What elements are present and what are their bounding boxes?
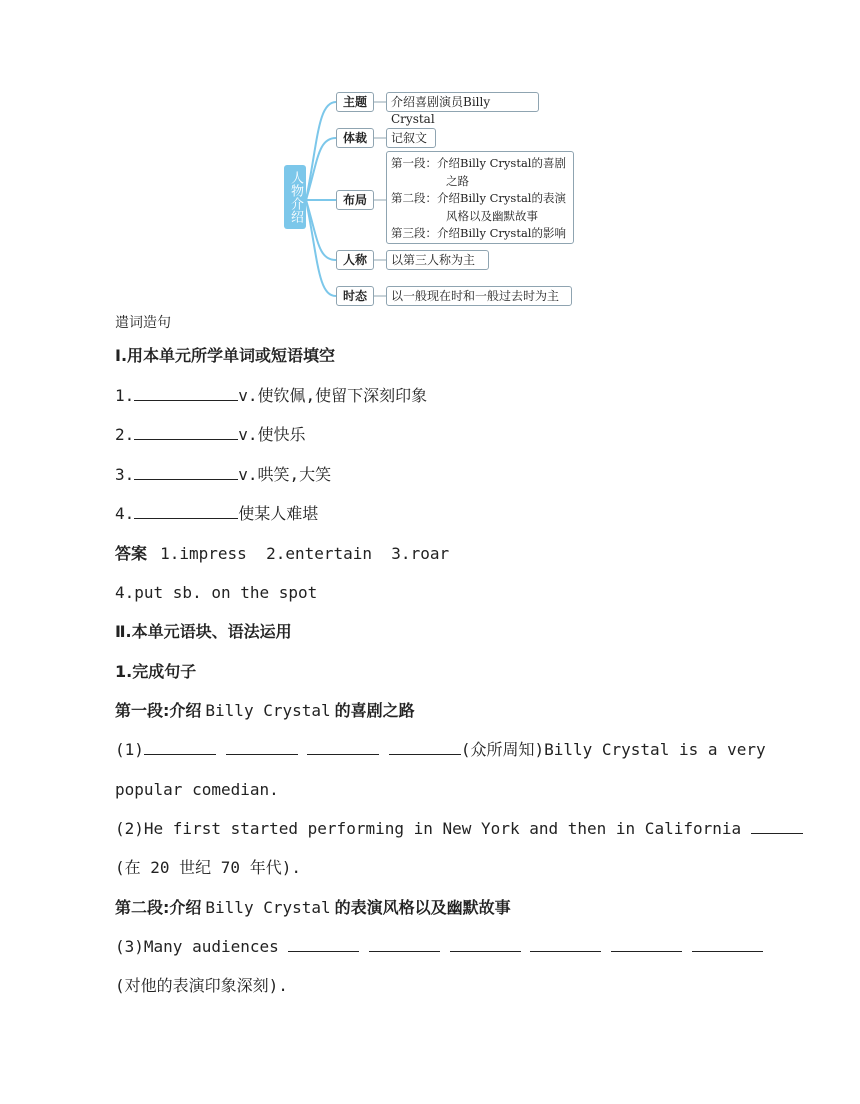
fill-item-3 xyxy=(115,465,331,485)
branch-label-person: 人称 xyxy=(336,250,374,270)
branch-line: 记叙文 xyxy=(391,131,428,145)
question-text: (3)Many audiences xyxy=(115,937,279,956)
branch-content-structure xyxy=(386,151,574,244)
fill-item-2 xyxy=(115,425,306,445)
branch-label-genre: 体裁 xyxy=(336,128,374,148)
answer-label: 答案 xyxy=(115,544,148,563)
part2-heading: Ⅱ.本单元语块、语法运用 xyxy=(115,622,292,641)
branch-line: 介绍喜剧演员Billy Crystal xyxy=(391,95,491,126)
answer-text: 1.impress 2.entertain 3.roar xyxy=(160,544,450,563)
fill-item-1 xyxy=(115,386,427,406)
heading-text: 第一段:介绍 xyxy=(115,701,202,720)
answer-blank[interactable] xyxy=(134,465,238,480)
part1-heading: Ⅰ.用本单元所学单词或短语填空 xyxy=(115,346,336,365)
question-1-cont: popular comedian. xyxy=(115,780,279,799)
fill-item-4 xyxy=(115,504,318,524)
question-3-cont: (对他的表演印象深刻). xyxy=(115,976,288,995)
question-number: (1) xyxy=(115,740,144,759)
mind-map-root: 人物介绍 xyxy=(284,165,306,229)
branch-line: 以第三人称为主 xyxy=(391,253,476,267)
answer-blank[interactable] xyxy=(307,740,379,755)
item-number: 3. xyxy=(115,465,135,484)
branch-line: 之路 xyxy=(446,173,469,188)
question-text: (2)He first started performing in New York and then in California xyxy=(115,819,742,838)
heading-text: 的表演风格以及幽默故事 xyxy=(334,898,511,917)
question-2 xyxy=(115,819,803,839)
heading-text: 第二段:介绍 xyxy=(115,898,202,917)
heading-text: 的喜剧之路 xyxy=(334,701,415,720)
branch-line: 第三段：介绍Billy Crystal的影响 xyxy=(391,226,566,240)
section-label: 遣词造句 xyxy=(115,315,171,331)
answer-blank[interactable] xyxy=(389,740,461,755)
branch-line: 以一般现在时和一般过去时为主 xyxy=(391,289,560,303)
answer-blank[interactable] xyxy=(134,386,238,401)
branch-content-person xyxy=(386,250,489,270)
branch-line: 风格以及幽默故事 xyxy=(446,208,538,223)
answer-blank[interactable] xyxy=(751,819,803,834)
answer-blank[interactable] xyxy=(288,937,359,952)
part2-subheading: 1.完成句子 xyxy=(115,662,197,681)
branch-label-structure: 布局 xyxy=(336,190,374,210)
question-3 xyxy=(115,937,763,957)
para1-heading xyxy=(115,701,415,721)
item-definition: v.哄笑,大笑 xyxy=(238,465,332,484)
branch-content-tense xyxy=(386,286,572,306)
answer-blank[interactable] xyxy=(611,937,682,952)
branch-label-tense: 时态 xyxy=(336,286,374,306)
item-number: 1. xyxy=(115,386,135,405)
heading-name: Billy Crystal xyxy=(205,898,331,917)
question-text: (众所周知)Billy Crystal is a very xyxy=(460,740,766,759)
branch-content-genre xyxy=(386,128,436,148)
answer-line-1 xyxy=(115,544,449,564)
item-definition: v.使快乐 xyxy=(238,425,306,444)
answer-blank[interactable] xyxy=(530,937,601,952)
item-number: 4. xyxy=(115,504,135,523)
branch-content-theme xyxy=(386,92,539,126)
para2-heading xyxy=(115,898,511,918)
answer-blank[interactable] xyxy=(134,504,238,519)
heading-name: Billy Crystal xyxy=(205,701,331,720)
item-number: 2. xyxy=(115,425,135,444)
answer-blank[interactable] xyxy=(369,937,440,952)
answer-line-2: 4.put sb. on the spot xyxy=(115,583,318,602)
item-definition: 使某人难堪 xyxy=(238,504,319,523)
answer-blank[interactable] xyxy=(144,740,216,755)
answer-blank[interactable] xyxy=(450,937,521,952)
answer-blank[interactable] xyxy=(134,425,238,440)
branch-line: 第二段：介绍Billy Crystal的表演 xyxy=(391,191,566,205)
question-1 xyxy=(115,740,766,760)
branch-line: 第一段：介绍Billy Crystal的喜剧 xyxy=(391,156,566,170)
branch-label-theme: 主题 xyxy=(336,92,374,112)
answer-blank[interactable] xyxy=(226,740,298,755)
question-2-cont: (在 20 世纪 70 年代). xyxy=(115,858,301,877)
item-definition: v.使钦佩,使留下深刻印象 xyxy=(238,386,428,405)
answer-blank[interactable] xyxy=(692,937,763,952)
